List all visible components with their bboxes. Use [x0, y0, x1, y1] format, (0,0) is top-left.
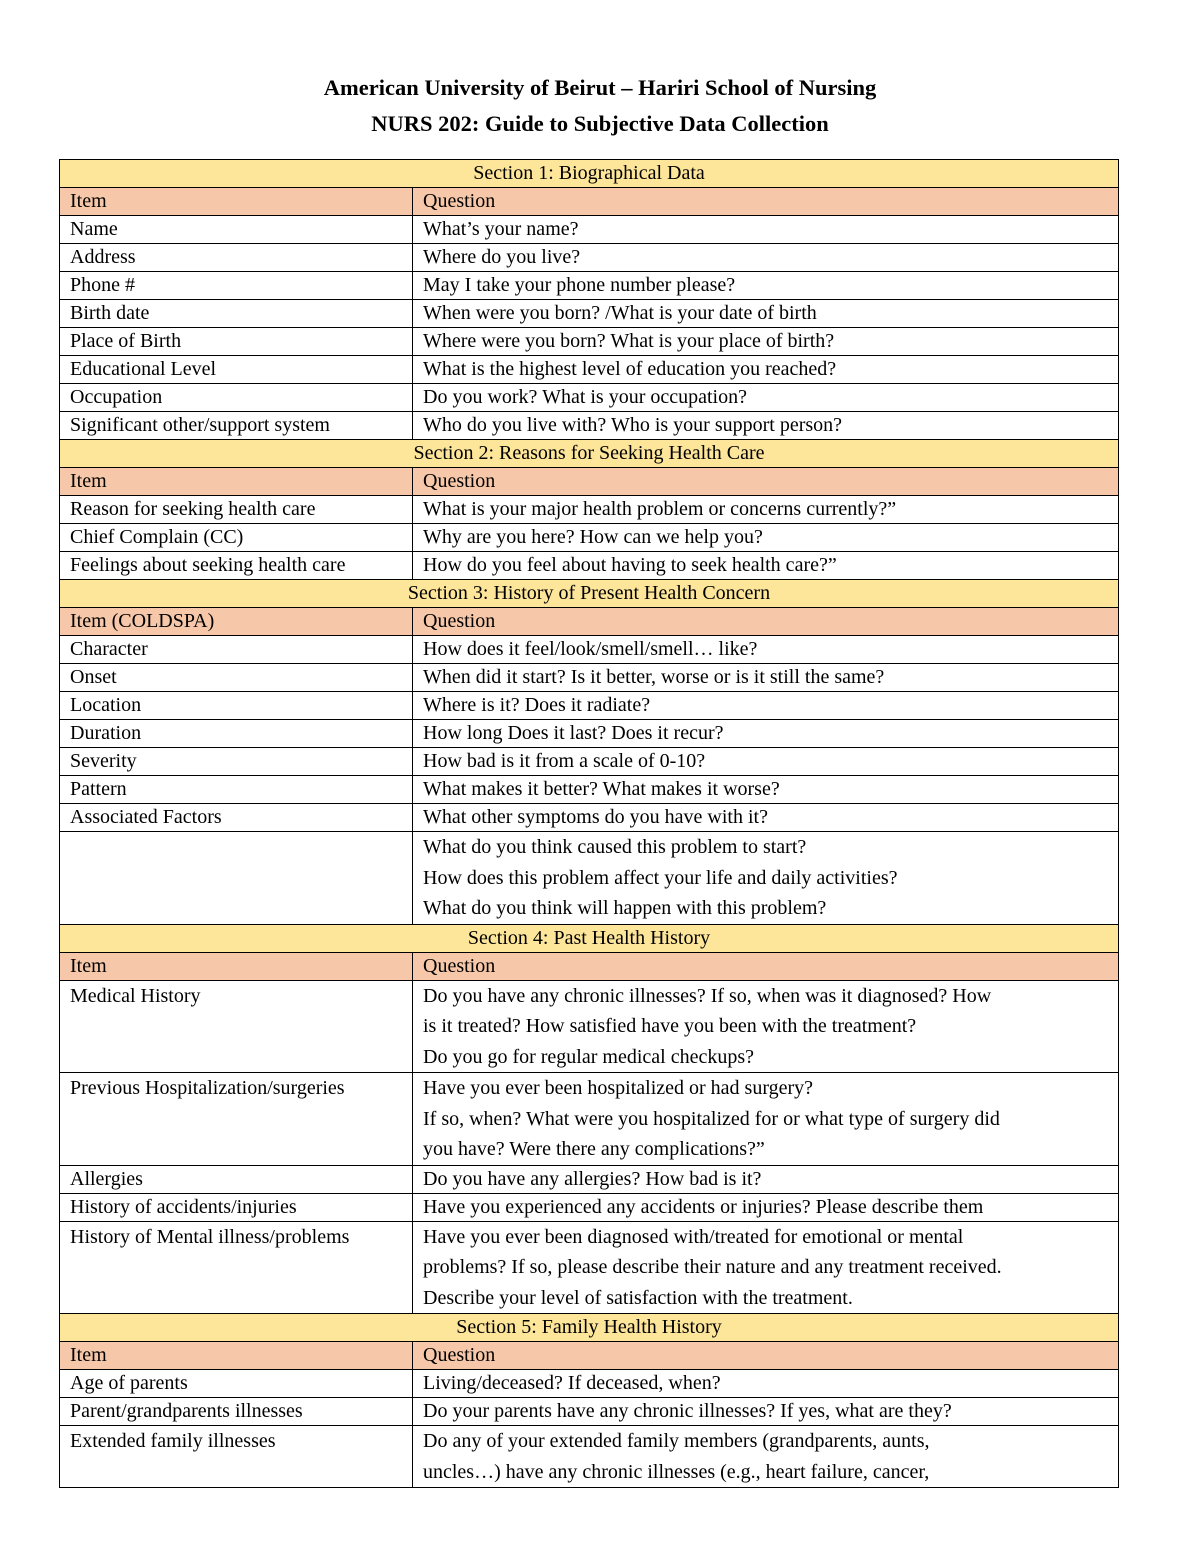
section-title-row — [60, 160, 1119, 188]
question-line: Have you ever been hospitalized or had surgery? — [423, 1077, 814, 1099]
question-line: What do you think will happen with this problem? — [423, 897, 827, 919]
table-row — [60, 272, 1119, 300]
column-header-item: Item — [60, 188, 413, 216]
column-header-row — [60, 608, 1119, 636]
column-header-question: Question — [413, 608, 1119, 636]
question-line: Do any of your extended family members (grandparents, aunts, — [423, 1430, 930, 1452]
question-cell: Do your parents have any chronic illnesses? If yes, what are they? — [413, 1398, 1119, 1426]
question-cell: Have you experienced any accidents or injuries? Please describe them — [413, 1193, 1119, 1221]
column-header-question: Question — [413, 952, 1119, 980]
table-row — [60, 412, 1119, 440]
question-line: Do you go for regular medical checkups? — [423, 1045, 754, 1068]
item-cell: Extended family illnesses — [60, 1426, 413, 1488]
table-row — [60, 776, 1119, 804]
item-cell: Age of parents — [60, 1370, 413, 1398]
item-cell: Place of Birth — [60, 328, 413, 356]
section-title: Section 1: Biographical Data — [60, 160, 1119, 188]
question-line: you have? Were there any complications?” — [423, 1138, 765, 1160]
question-cell: What is the highest level of education you reached? — [413, 356, 1119, 384]
item-cell: Medical History — [60, 980, 413, 1073]
item-cell: Severity — [60, 748, 413, 776]
table-row — [60, 664, 1119, 692]
item-cell: History of Mental illness/problems — [60, 1221, 413, 1314]
header-line-1: American University of Beirut – Hariri School of Nursing — [323, 75, 877, 100]
question-cell: What is your major health problem or concerns currently?” — [413, 496, 1119, 524]
document-header — [0, 70, 1200, 142]
section-title: Section 2: Reasons for Seeking Health Care — [60, 440, 1119, 468]
question-cell: Where do you live? — [413, 244, 1119, 272]
question-cell: What’s your name? — [413, 216, 1119, 244]
question-cell: Where were you born? What is your place of birth? — [413, 328, 1119, 356]
column-header-row — [60, 468, 1119, 496]
question-line: problems? If so, please describe their nature and any treatment received. — [423, 1256, 1002, 1278]
question-cell: May I take your phone number please? — [413, 272, 1119, 300]
question-cell: When did it start? Is it better, worse or is it still the same? — [413, 664, 1119, 692]
item-cell: Location — [60, 692, 413, 720]
question-cell: Why are you here? How can we help you? — [413, 524, 1119, 552]
table-row — [60, 300, 1119, 328]
item-cell: Parent/grandparents illnesses — [60, 1398, 413, 1426]
question-cell: When were you born? /What is your date of birth — [413, 300, 1119, 328]
item-cell: Educational Level — [60, 356, 413, 384]
section-title-row — [60, 1314, 1119, 1342]
column-header-item: Item — [60, 468, 413, 496]
column-header-item: Item — [60, 952, 413, 980]
item-cell: Name — [60, 216, 413, 244]
table-row — [60, 1165, 1119, 1193]
section-title: Section 4: Past Health History — [60, 924, 1119, 952]
column-header-row — [60, 952, 1119, 980]
question-cell: How bad is it from a scale of 0-10? — [413, 748, 1119, 776]
question-cell: Where is it? Does it radiate? — [413, 692, 1119, 720]
table-row — [60, 328, 1119, 356]
column-header-item: Item (COLDSPA) — [60, 608, 413, 636]
table-row — [60, 356, 1119, 384]
item-cell: Character — [60, 636, 413, 664]
question-cell: How do you feel about having to seek health care?” — [413, 552, 1119, 580]
section-title: Section 3: History of Present Health Concern — [60, 580, 1119, 608]
item-cell: Pattern — [60, 776, 413, 804]
section-title: Section 5: Family Health History — [60, 1314, 1119, 1342]
column-header-item: Item — [60, 1342, 413, 1370]
table-row — [60, 496, 1119, 524]
table-row — [60, 216, 1119, 244]
column-header-row — [60, 188, 1119, 216]
question-line: Do you have any chronic illnesses? If so, when was it diagnosed? How — [423, 984, 992, 1007]
table-row — [60, 1073, 1119, 1166]
item-cell: Address — [60, 244, 413, 272]
column-header-question: Question — [413, 1342, 1119, 1370]
question-line: Have you ever been diagnosed with/treated for emotional or mental — [423, 1225, 964, 1248]
table-row — [60, 692, 1119, 720]
item-cell: Chief Complain (CC) — [60, 524, 413, 552]
header-line-2: NURS 202: Guide to Subjective Data Collection — [371, 111, 829, 136]
item-cell: Occupation — [60, 384, 413, 412]
table-row — [60, 720, 1119, 748]
question-cell — [413, 1426, 1119, 1488]
table-row — [60, 524, 1119, 552]
item-cell: Duration — [60, 720, 413, 748]
question-cell: What makes it better? What makes it worse? — [413, 776, 1119, 804]
section-title-row — [60, 924, 1119, 952]
question-cell — [413, 1073, 1119, 1166]
table-row — [60, 832, 1119, 925]
column-header-row — [60, 1342, 1119, 1370]
section-title-row — [60, 440, 1119, 468]
item-cell: Birth date — [60, 300, 413, 328]
table-row — [60, 636, 1119, 664]
table-row — [60, 1193, 1119, 1221]
question-line: Describe your level of satisfaction with the treatment. — [423, 1286, 853, 1309]
question-line: uncles…) have any chronic illnesses (e.g., heart failure, cancer, — [423, 1460, 930, 1483]
question-cell: How long Does it last? Does it recur? — [413, 720, 1119, 748]
table-body — [60, 160, 1119, 1488]
item-cell: Phone # — [60, 272, 413, 300]
table-row — [60, 244, 1119, 272]
question-line: is it treated? How satisfied have you been with the treatment? — [423, 1015, 917, 1037]
item-cell: Reason for seeking health care — [60, 496, 413, 524]
table-row — [60, 1398, 1119, 1426]
item-cell: Onset — [60, 664, 413, 692]
item-cell — [60, 832, 413, 925]
question-cell: What other symptoms do you have with it? — [413, 804, 1119, 832]
item-cell: History of accidents/injuries — [60, 1193, 413, 1221]
question-cell: How does it feel/look/smell/smell… like? — [413, 636, 1119, 664]
table-row — [60, 748, 1119, 776]
table-row — [60, 552, 1119, 580]
question-line: If so, when? What were you hospitalized for or what type of surgery did — [423, 1107, 1000, 1130]
item-cell: Previous Hospitalization/surgeries — [60, 1073, 413, 1166]
item-cell: Significant other/support system — [60, 412, 413, 440]
table-row — [60, 1221, 1119, 1314]
question-line: How does this problem affect your life and daily activities? — [423, 866, 898, 889]
question-cell: Who do you live with? Who is your support person? — [413, 412, 1119, 440]
item-cell: Allergies — [60, 1165, 413, 1193]
question-cell — [413, 832, 1119, 925]
table-row — [60, 804, 1119, 832]
question-cell — [413, 980, 1119, 1073]
question-line: What do you think caused this problem to start? — [423, 836, 807, 858]
item-cell: Associated Factors — [60, 804, 413, 832]
subjective-data-table — [59, 159, 1119, 1488]
question-cell: Do you have any allergies? How bad is it? — [413, 1165, 1119, 1193]
table-row — [60, 980, 1119, 1073]
question-cell: Living/deceased? If deceased, when? — [413, 1370, 1119, 1398]
column-header-question: Question — [413, 468, 1119, 496]
question-cell: Do you work? What is your occupation? — [413, 384, 1119, 412]
table-row — [60, 384, 1119, 412]
item-cell: Feelings about seeking health care — [60, 552, 413, 580]
table-row — [60, 1370, 1119, 1398]
table-row — [60, 1426, 1119, 1488]
question-cell — [413, 1221, 1119, 1314]
section-title-row — [60, 580, 1119, 608]
column-header-question: Question — [413, 188, 1119, 216]
